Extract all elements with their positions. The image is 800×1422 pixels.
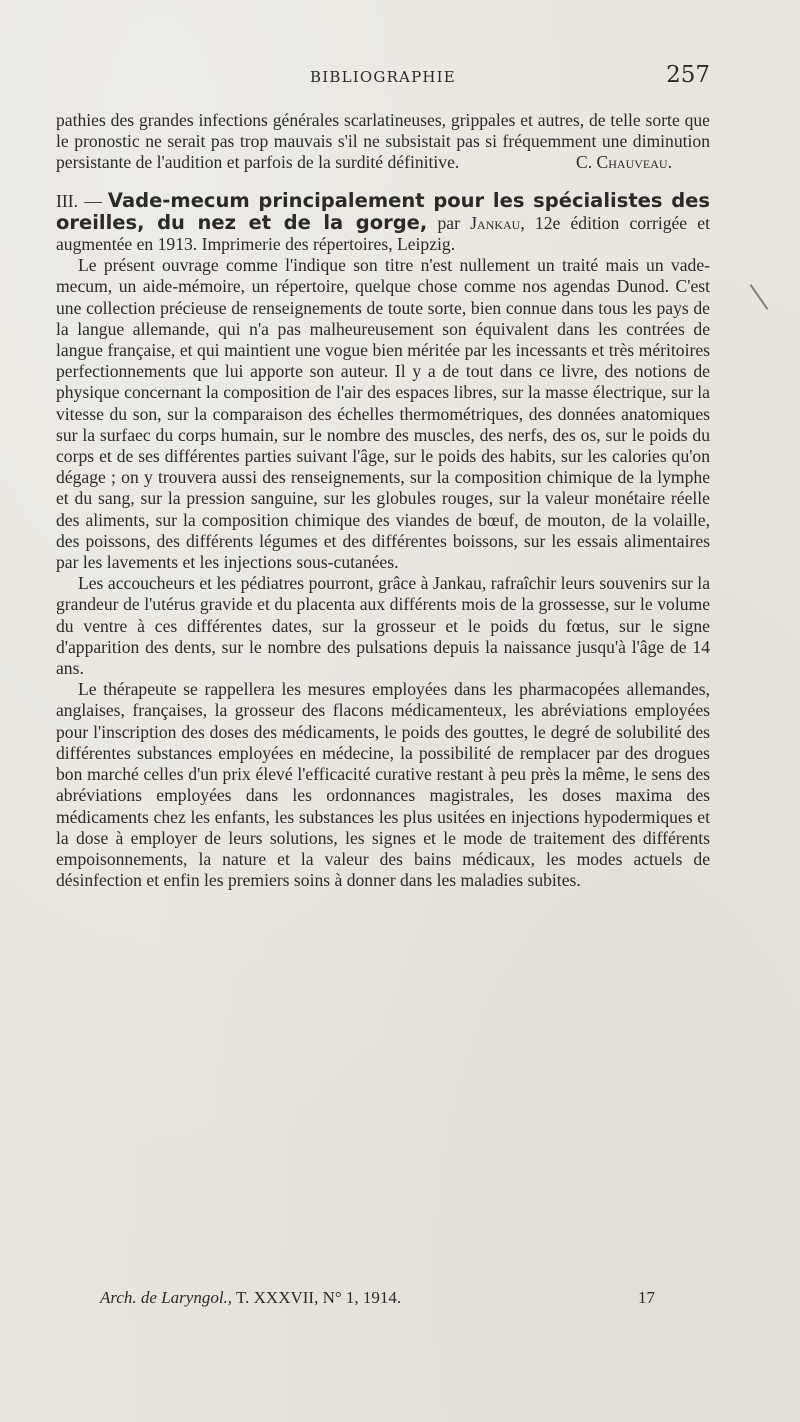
by-word: par	[437, 212, 460, 233]
page-footer	[100, 1288, 655, 1314]
review-paragraph: Le thérapeute se rappellera les mesures employées dans les pharmacopées allemandes, anglaises, françaises, la grosseur des flacons médicamenteux, les abréviations employées pour l'inscription des doses des médicaments, le poids des gouttes, le degré de solubilité des différentes substances employées en médecine, la possibilité de remplacer par des drogues bon marché celles d'un prix élevé l'efficacité curative restant à peu près la même, le sens des abréviations employées dans les ordonnances magistrales, les doses maxima des médicaments chez les enfants, les substances les plus usitées en injections hypodermiques et la dose à employer de leurs solutions, les signes et le mode de traitement des différents empoisonnements, la nature et la valeur des bains médicaux, les modes actuels de désinfection et enfin les premiers soins à donner dans les maladies subites.	[56, 679, 710, 891]
journal-volume: T. XXXVII, N° 1, 1914.	[236, 1288, 402, 1307]
edition-details: 12e édition corrigée et augmentée en 1913. Imprimerie des répertoires, Leipzig.	[56, 212, 710, 255]
page-number: 257	[666, 62, 710, 88]
review-paragraph: Le présent ouvrage comme l'indique son titre n'est nullement un traité mais un vade-mecum, un aide-mémoire, un répertoire, quelque chose comme nos agendas Dunod. C'est une collection précieuse de renseignements de toute sorte, bien connue dans tous les pays de la langue allemande, qui n'a pas malheureusement son équivalent dans les contrées de langue française, et qui maintient une vogue bien méritée par les incessants et très méritoires perfectionnements que lui apporte son auteur. Il y a de tout dans ce livre, des notions de physique concernant la composition de l'air des espaces libres, sur la masse électrique, sur la vitesse du son, sur la comparaison des échelles thermométriques, des données anatomiques sur la surfaec du corps humain, sur le nombre des muscles, des nerfs, des os, sur le poids du corps et de ses différentes parties suivant l'âge, sur le poids des habits, sur les calories qu'on dégage ; on y trouvera aussi des renseignements, sur la composition chimique de la lymphe et du sang, sur la pression sanguine, sur les globules rouges, sur la valeur monétaire réelle des aliments, sur la composition chimique des viandes de bœuf, de mouton, de la volaille, des poissons, des différents légumes et des différentes boissons, sur les essais alimentaires par les lavements et les injections sous-cutanées.	[56, 255, 710, 573]
book-author: Jankau,	[470, 212, 525, 233]
body-text	[56, 110, 710, 891]
running-title: BIBLIOGRAPHIE	[310, 68, 456, 86]
sheet-number: 17	[638, 1288, 655, 1307]
book-title: Vade-mecum principalement pour les spécialistes des oreilles, du nez et de la gorge,	[56, 188, 710, 234]
margin-pencil-mark	[750, 284, 769, 310]
review-entry-heading	[56, 190, 710, 256]
journal-name: Arch. de Laryngol.,	[100, 1288, 233, 1307]
journal-citation	[100, 1288, 401, 1308]
page-header	[56, 62, 710, 90]
review-paragraph: Les accoucheurs et les pédiatres pourront, grâce à Jankau, rafraîchir leurs souvenirs sur la grandeur de l'utérus gravide et du placenta aux différents mois de la grossesse, sur le volume du ventre à ces différentes dates, sur la grosseur et le poids du fœtus, sur le signe d'apparition des dents, sur le nombre des pulsations depuis la naissance jusqu'à l'âge de 14 ans.	[56, 573, 710, 679]
previous-review-text: pathies des grandes infections générales scarlatineuses, grippales et autres, de telle sorte que le pronostic ne serait pas trop mauvais s'il ne subsistait pas si fréquemment une diminution persistante de l'audition et parfois de la surdité définitive.	[56, 110, 710, 173]
previous-review-ending	[56, 110, 710, 174]
entry-number: III. —	[56, 190, 102, 211]
reviewer-signature: C. Chauveau.	[576, 152, 672, 173]
